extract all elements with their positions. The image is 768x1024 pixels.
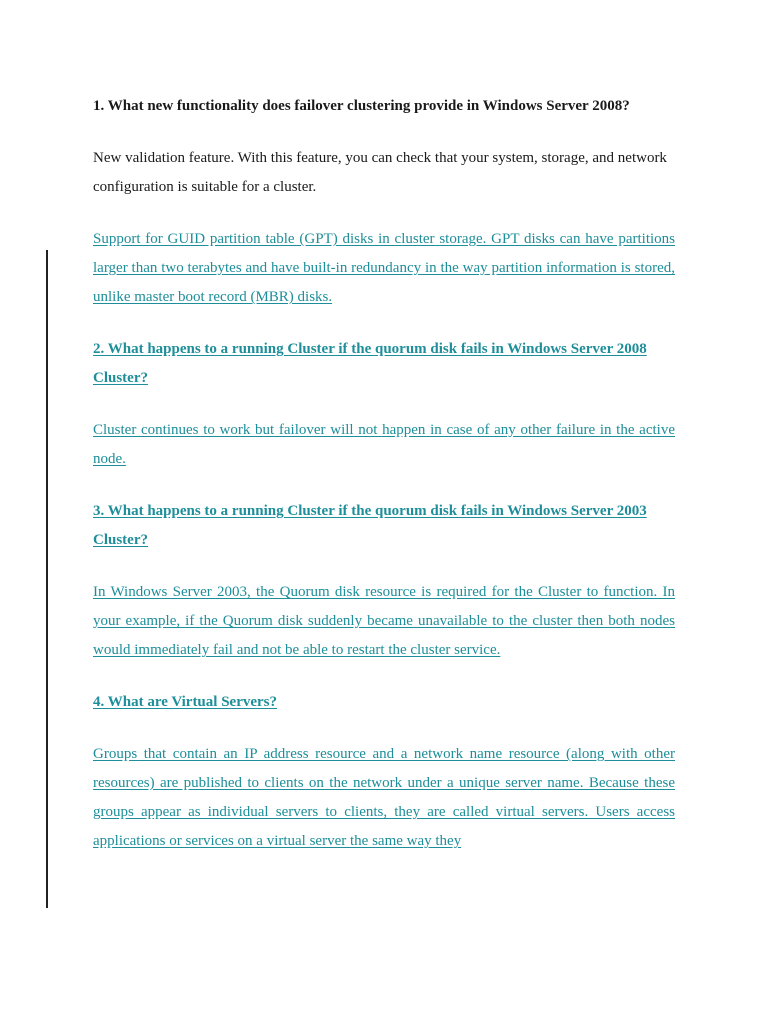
answer-3-link[interactable]: In Windows Server 2003, the Quorum disk resource is required for the Cluster to function. In your example, if the Quorum disk suddenly became unavailable to the cluster then both nodes would immediately fail and not be able to restart the cluster service.: [93, 584, 675, 658]
question-2-link[interactable]: 2. What happens to a running Cluster if the quorum disk fails in Windows Server 2008 Cluster?: [93, 341, 647, 386]
question-3-link[interactable]: 3. What happens to a running Cluster if the quorum disk fails in Windows Server 2003 Cluster?: [93, 503, 647, 548]
question-1: 1. What new functionality does failover clustering provide in Windows Server 2008?: [93, 98, 630, 114]
answer-1-link-paragraph[interactable]: Support for GUID partition table (GPT) disks in cluster storage. GPT disks can have partitions larger than two terabytes and have built-in redundancy in the way partition information is stored, unlike master boot record (MBR) disks.: [93, 231, 675, 305]
answer-1: New validation feature. With this feature, you can check that your system, storage, and network configuration is suitable for a cluster.: [93, 150, 667, 195]
revision-change-bar: [46, 250, 48, 908]
answer-4-link[interactable]: Groups that contain an IP address resource and a network name resource (along with other resources) are published to clients on the network under a unique server name. Because these groups appear as individual servers to clients, they are called virtual servers. Users access applications or services on a virtual server the same way they: [93, 746, 675, 849]
answer-2-link[interactable]: Cluster continues to work but failover will not happen in case of any other failure in the active node.: [93, 422, 675, 467]
question-4-link[interactable]: 4. What are Virtual Servers?: [93, 694, 278, 710]
document-content: [93, 92, 675, 879]
